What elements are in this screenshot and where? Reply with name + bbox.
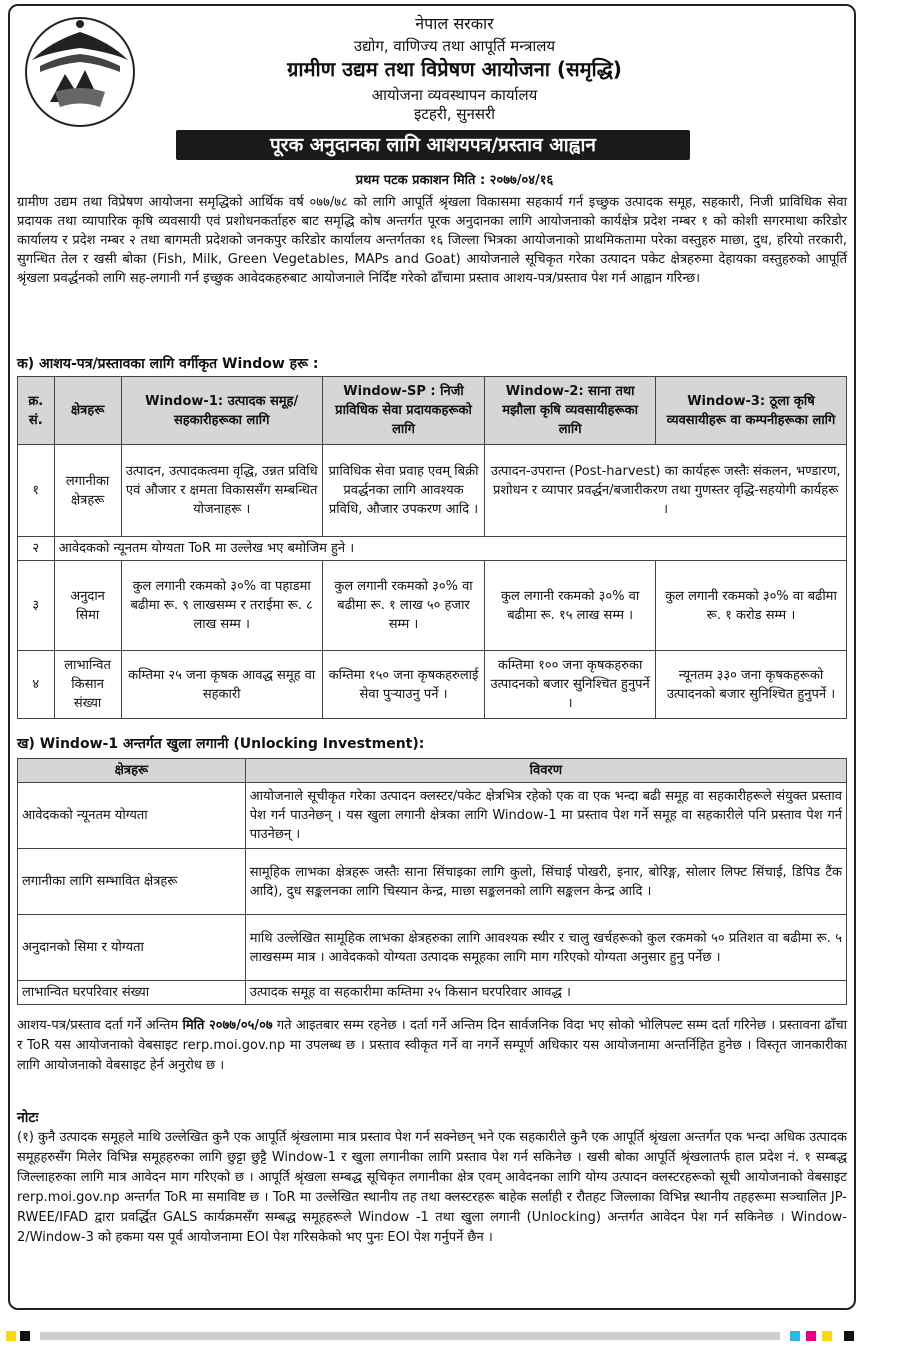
row-window-sp: कम्तिमा १५० जना कृषकहरुलाई सेवा पुर्‍याउनु पर्ने । bbox=[322, 651, 485, 719]
window-table bbox=[17, 376, 847, 719]
section-a-title: क) आशय-पत्र/प्रस्तावका लागि वर्गीकृत Window हरू : bbox=[17, 356, 319, 372]
table-row bbox=[18, 537, 847, 561]
row-window-3: न्यूनतम ३३० जना कृषकहरूको उत्पादनको बजार सुनिश्चित हुनुपर्ने । bbox=[655, 651, 846, 719]
row-area: लगानीका क्षेत्रहरू bbox=[54, 445, 121, 537]
row-sn: २ bbox=[18, 537, 55, 561]
row-area: अनुदानको सिमा र योग्यता bbox=[18, 915, 246, 981]
office-title: आयोजना व्यवस्थापन कार्यालय bbox=[371, 86, 538, 104]
header-description: विवरण bbox=[245, 759, 846, 783]
print-mark-square bbox=[6, 1331, 16, 1341]
row-window-2: कम्तिमा १०० जना कृषकहरुका उत्पादनको बजार सुनिश्चित हुनुपर्ने । bbox=[485, 651, 656, 719]
header-window-sp: Window-SP : निजी प्राविधिक सेवा प्रदायकहरूको लागि bbox=[322, 377, 485, 445]
row-description: माथि उल्लेखित सामूहिक लाभका क्षेत्रहरुका लागि आवश्यक स्थीर र चालु खर्चहरूको कुल रकमको ५० प्रतिशत वा बढीमा रू. ५ लाखसम्म मात्र । आवेदकको योग्यता उत्पादक समूहका लागि माग गरिएको योग्यता अनुसार हुनु पर्नेछ । bbox=[245, 915, 846, 981]
unlocking-table-header-row bbox=[18, 759, 847, 783]
row-area: लाभान्वित किसान संख्या bbox=[54, 651, 121, 719]
print-mark-square bbox=[806, 1331, 816, 1341]
note-paragraph: (१) कुनै उत्पादक समूहले माथि उल्लेखित कुनै एक आपूर्ति श्रृंखलामा मात्र प्रस्ताव पेश गर्न सक्नेछन् भने एक सहकारीले कुनै एक आपूर्ति श्रृंखला अन्तर्गत एक भन्दा अधिक उत्पादक समूहहरुसँग मिलेर विभिन्न समूहहरुका लागि छुट्टा छुट्टै Window-1 र खुला लगानीका लागि प्रस्ताव पेश गर्न सकिनेछ । खसी बोका आपूर्ति श्रृंखलातर्फ हाल प्रदेश नं. १ सम्बद्ध जिल्लाहरुका लागि मात्र आवेदन माग गरिएको छ । आपूर्ति श्रृंखला सम्बद्ध सूचिकृत लगानीका क्षेत्र एवम् आवेदनका लागि योग्य उत्पादन क्लस्टरहरूको सूची आयोजनाको वेबसाइट rerp.moi.gov.np अन्तर्गत ToR मा समाविष्ट छ । ToR मा उल्लेखित स्थानीय तह तथा क्लस्टरहरू बाहेक सर्लाही र रौतहट जिल्लाका विभिन्न स्थानीय तहहरूमा सञ्चालित JP-RWEE/IFAD द्वारा प्रवर्द्धित GALS कार्यक्रमसँग सम्बद्ध समूहहरूले Window -1 तथा खुला लगानी (Unlocking) अन्तर्गत आवेदन पेश गर्न सकिनेछ । Window-2/Window-3 को हकमा यस पूर्व आयोजनामा EOI पेश गरिसकेको भए पुनः EOI पेश गर्नुपर्ने छैन । bbox=[17, 1130, 847, 1245]
row-eligibility: आवेदकको न्यूनतम योग्यता ToR मा उल्लेख भए बमोजिम हुने । bbox=[54, 537, 846, 561]
table-row bbox=[18, 783, 847, 849]
office-location: इटहरी, सुनसरी bbox=[413, 105, 496, 123]
print-mark-square bbox=[20, 1331, 30, 1341]
row-sn: ४ bbox=[18, 651, 55, 719]
header-sn: क्र. सं. bbox=[18, 377, 55, 445]
row-area: आवेदकको न्यूनतम योग्यता bbox=[18, 783, 246, 849]
project-title: ग्रामीण उद्यम तथा विप्रेषण आयोजना (समृद्धि) bbox=[287, 57, 622, 81]
deadline-date: मिति २०७७/०५/०७ bbox=[182, 1018, 273, 1033]
row-sn: १ bbox=[18, 445, 55, 537]
table-row bbox=[18, 651, 847, 719]
print-mark-square bbox=[790, 1331, 800, 1341]
intro-paragraph: ग्रामीण उद्यम तथा विप्रेषण आयोजना समृद्धिको आर्थिक वर्ष ०७७/७८ को लागि आपूर्ति श्रृंखला विकासमा सहकार्य गर्न इच्छुक उत्पादक समूह, सहकारी, निजी प्राविधिक सेवा प्रदायक तथा व्यापारिक कृषि व्यवसायी एवं प्रशोधनकर्ताहरु बाट समृद्धि कोष अन्तर्गत पूरक अनुदानका लागि आयोजनाको कार्यक्षेत्र प्रदेश नम्बर १ को कोशी सगरमाथा करिडोर कार्यालय र प्रदेश नम्बर २ तथा बागमती प्रदेशको जनकपुर करिडोर कार्यालय अन्तर्गतका १६ जिल्ला भित्रका आयोजनाको प्राथमिकतामा परेका वस्तुहरु माछा, दुध, हरियो तरकारी, सुगन्धित तेल र खसी बोका (Fish, Milk, Green Vegetables, MAPs and Goat) आयोजनाले सूचिकृत गरेका उत्पादन पकेट क्षेत्रहरुमा देहायका वस्तुहरुको आपूर्ति श्रृंखला प्रवर्द्धनको लागि सह-लगानी गर्न इच्छुक आवेदकहरुबाट आयोजनाले निर्दिष्ट गरेको ढाँचामा प्रस्ताव आशय-पत्र/प्रस्ताव पेश गर्न आह्वान गरिन्छ। bbox=[17, 195, 847, 286]
header-window-3: Window-3: ठूला कृषि व्यवसायीहरू वा कम्पनीहरूका लागि bbox=[655, 377, 846, 445]
row-window-3: कुल लगानी रकमको ३०% वा बढीमा रू. १ करोड सम्म । bbox=[655, 561, 846, 651]
government-title: नेपाल सरकार bbox=[415, 14, 494, 33]
row-window-sp: प्राविधिक सेवा प्रवाह एवम् बिक्री प्रवर्द्धनका लागि आवश्यक प्रविधि, औजार उपकरण आदि । bbox=[322, 445, 485, 537]
table-row bbox=[18, 561, 847, 651]
row-description: उत्पादक समूह वा सहकारीमा कम्तिमा २५ किसान घरपरिवार आवद्ध । bbox=[245, 981, 846, 1005]
row-sn: ३ bbox=[18, 561, 55, 651]
section-b-title: ख) Window-1 अन्तर्गत खुला लगानी (Unlocking Investment): bbox=[17, 736, 425, 752]
ministry-title: उद्योग, वाणिज्य तथा आपूर्ति मन्त्रालय bbox=[353, 37, 556, 55]
table-row bbox=[18, 981, 847, 1005]
deadline-paragraph bbox=[17, 1016, 847, 1076]
unlocking-table bbox=[17, 758, 847, 1005]
window-table-header-row bbox=[18, 377, 847, 445]
print-mark-square bbox=[844, 1331, 854, 1341]
print-mark-square bbox=[822, 1331, 832, 1341]
header-area: क्षेत्रहरू bbox=[18, 759, 246, 783]
table-row bbox=[18, 849, 847, 915]
deadline-text-pre: आशय-पत्र/प्रस्ताव दर्ता गर्ने अन्तिम bbox=[17, 1018, 183, 1033]
header-area: क्षेत्रहरू bbox=[54, 377, 121, 445]
row-window-1: कुल लगानी रकमको ३०% वा पहाडमा बढीमा रू. ९ लाखसम्म र तराईमा रू. ८ लाख सम्म । bbox=[121, 561, 322, 651]
row-window-sp: कुल लगानी रकमको ३०% वा बढीमा रू. १ लाख ५० हजार सम्म । bbox=[322, 561, 485, 651]
row-area: लगानीका लागि सम्भावित क्षेत्रहरू bbox=[18, 849, 246, 915]
row-description: आयोजनाले सूचीकृत गरेका उत्पादन क्लस्टर/पकेट क्षेत्रभित्र रहेको एक वा एक भन्दा बढी समूह वा सहकारीहरूले संयुक्त प्रस्ताव पेश गर्न पाउनेछन् । यस खुला लगानी क्षेत्रका लागि Window-1 मा प्रस्ताव पेश गर्ने समूह वा सहकारीले पनि प्रस्ताव पेश गर्न पाउनेछन् । bbox=[245, 783, 846, 849]
row-window-1: उत्पादन, उत्पादकत्वमा वृद्धि, उन्नत प्रविधि एवं औजार र क्षमता विकाससँग सम्बन्धित योजनाहरू । bbox=[121, 445, 322, 537]
row-window-2: कुल लगानी रकमको ३०% वा बढीमा रू. १५ लाख सम्म । bbox=[485, 561, 656, 651]
note-heading: नोटः bbox=[17, 1110, 39, 1126]
table-row bbox=[18, 915, 847, 981]
row-area: अनुदान सिमा bbox=[54, 561, 121, 651]
publication-date: प्रथम पटक प्रकाशन मिति : २०७७/०४/१६ bbox=[355, 173, 554, 188]
notice-banner: पूरक अनुदानका लागि आशयपत्र/प्रस्ताव आह्वान bbox=[176, 130, 690, 160]
deadline-text-post: गते आइतबार सम्म रहनेछ । दर्ता गर्ने अन्तिम दिन सार्वजनिक विदा भए सोको भोलिपल्ट सम्म दर्ता गरिनेछ । प्रस्तावना ढाँचा र ToR यस आयोजनाको वेबसाइट rerp.moi.gov.np मा उपलब्ध छ । प्रस्ताव स्वीकृत गर्ने वा नगर्ने सम्पूर्ण अधिकार यस आयोजनामा अन्तर्निहित हुनेछ । विस्तृत जानकारीका लागि आयोजनाको वेबसाइट हेर्न अनुरोध छ । bbox=[17, 1018, 847, 1073]
row-description: सामूहिक लाभका क्षेत्रहरू जस्तैः साना सिंचाइका लागि कुलो, सिंचाई पोखरी, इनार, बोरिङ्ग, सोलार लिफ्ट सिंचाई, डिपिड टैंक आदि), दुध सङ्कलनका लागि चिस्यान केन्द्र, माछा सङ्कलनको लागि सङ्कलन केन्द्र आदि । bbox=[245, 849, 846, 915]
header-window-2: Window-2: साना तथा मझौला कृषि व्यवसायीहरूका लागि bbox=[485, 377, 656, 445]
row-window-1: कम्तिमा २५ जना कृषक आवद्ध समूह वा सहकारी bbox=[121, 651, 322, 719]
row-area: लाभान्वित घरपरिवार संख्या bbox=[18, 981, 246, 1005]
header-window-1: Window-1: उत्पादक समूह/सहकारीहरूका लागि bbox=[121, 377, 322, 445]
table-row bbox=[18, 445, 847, 537]
print-gray-bar bbox=[40, 1332, 780, 1340]
row-window-2-3: उत्पादन-उपरान्त (Post-harvest) का कार्यहरू जस्तैः संकलन, भण्डारण, प्रशोधन र व्यापार प्रवर्द्धन/बजारीकरण तथा गुणस्तर वृद्धि-सहयोगी कार्यहरू । bbox=[485, 445, 847, 537]
